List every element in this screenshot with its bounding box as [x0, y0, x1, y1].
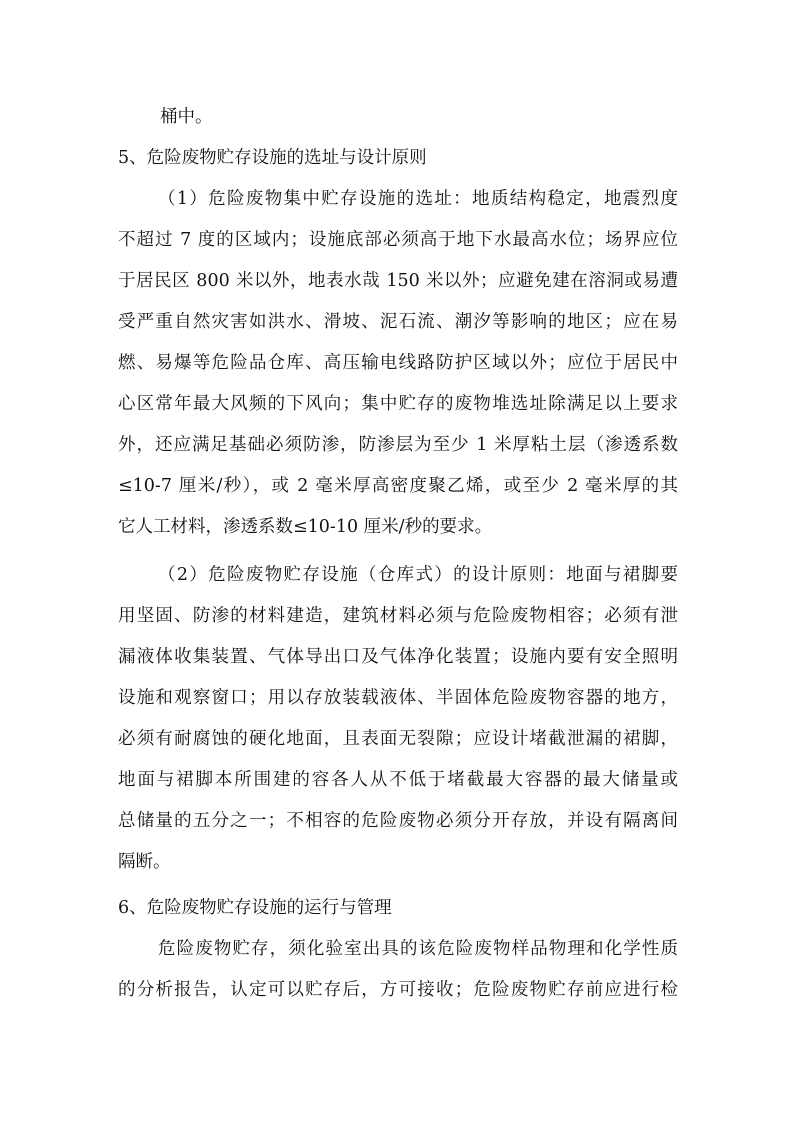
- paragraph-line: （2）危险废物贮存设施（仓库式）的设计原则：地面与裙脚要: [158, 565, 678, 585]
- paragraph-line: 设施和观察窗口；用以存放装载液体、半固体危险废物容器的地方，: [118, 688, 678, 708]
- paragraph-line: 地面与裙脚本所围建的容各人从不低于堵截最大容器的最大储量或: [118, 770, 678, 790]
- section-5-heading: 5、危险废物贮存设施的选址与设计原则: [118, 148, 427, 168]
- paragraph-line: 隔断。: [118, 852, 171, 872]
- paragraph-line: 它人工材料，渗透系数≤10-10 厘米/秒的要求。: [118, 517, 493, 537]
- paragraph-line: 不超过 7 度的区域内；设施底部必须高于地下水最高水位；场界应位: [118, 230, 678, 250]
- paragraph-line: 必须有耐腐蚀的硬化地面，且表面无裂隙；应设计堵截泄漏的裙脚，: [118, 729, 678, 749]
- paragraph-line: 用坚固、防渗的材料建造，建筑材料必须与危险废物相容；必须有泄: [118, 606, 678, 626]
- paragraph-line: 外，还应满足基础必须防渗，防渗层为至少 1 米厚粘土层（渗透系数: [118, 435, 678, 455]
- paragraph-line: 总储量的五分之一；不相容的危险废物必须分开存放，并设有隔离间: [118, 811, 678, 831]
- paragraph-line: ≤10-7 厘米/秒），或 2 毫米厚高密度聚乙烯，或至少 2 毫米厚的其: [118, 476, 678, 496]
- paragraph-line: 的分析报告，认定可以贮存后，方可接收；危险废物贮存前应进行检: [118, 980, 678, 1000]
- paragraph-line: 危险废物贮存，须化验室出具的该危险废物样品物理和化学性质: [158, 939, 678, 959]
- paragraph-line: 于居民区 800 米以外，地表水哉 150 米以外；应避免建在溶洞或易遭: [118, 271, 678, 291]
- section-6-heading: 6、危险废物贮存设施的运行与管理: [118, 898, 392, 918]
- paragraph-line: 受严重自然灾害如洪水、滑坡、泥石流、潮汐等影响的地区；应在易: [118, 312, 678, 332]
- paragraph-line: 心区常年最大风频的下风向；集中贮存的废物堆选址除满足以上要求: [118, 394, 678, 414]
- continuation-text: 桶中。: [160, 107, 213, 127]
- paragraph-line: 燃、易爆等危险品仓库、高压输电线路防护区域以外；应位于居民中: [118, 353, 678, 373]
- paragraph-line: 漏液体收集装置、气体导出口及气体净化装置；设施内要有安全照明: [118, 647, 678, 667]
- paragraph-line: （1）危险废物集中贮存设施的选址：地质结构稳定，地震烈度: [158, 189, 678, 209]
